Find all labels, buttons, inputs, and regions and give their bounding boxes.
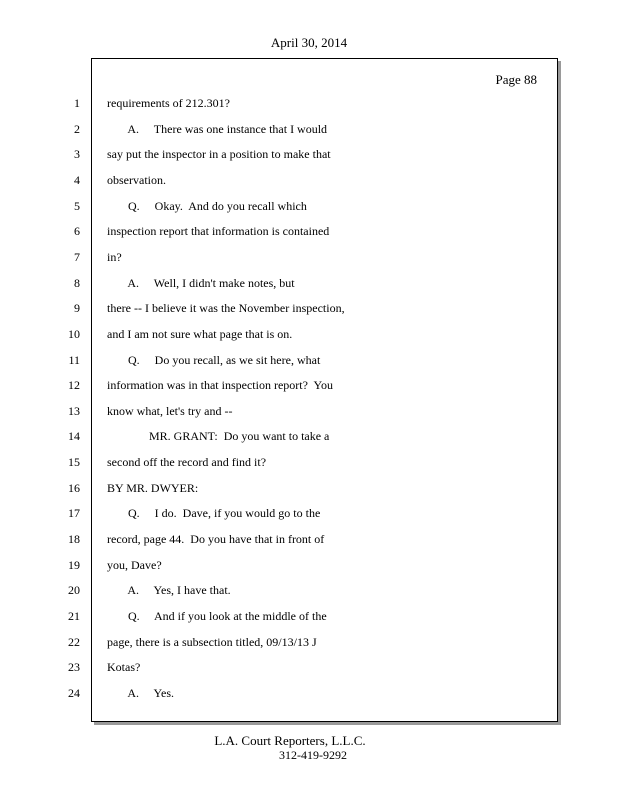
line-number: 12: [68, 378, 80, 392]
transcript-line-text: requirements of 212.301?: [107, 96, 230, 110]
transcript-line-text: page, there is a subsection titled, 09/13/13 J: [107, 635, 317, 649]
line-number: 4: [74, 173, 80, 187]
transcript-line-text: know what, let's try and --: [107, 404, 233, 418]
line-number: 17: [68, 506, 80, 520]
line-number: 24: [68, 686, 80, 700]
transcript-line-text: second off the record and find it?: [107, 455, 267, 469]
transcript-line-text: A. Yes, I have that.: [107, 583, 231, 597]
transcript-line-text: information was in that inspection report? You: [107, 378, 333, 392]
line-number: 18: [68, 532, 80, 546]
line-number: 20: [68, 583, 80, 597]
transcript-line-text: Q. Okay. And do you recall which: [107, 199, 307, 213]
line-number: 15: [68, 455, 80, 469]
line-number: 16: [68, 481, 80, 495]
line-number: 14: [68, 429, 80, 443]
transcript-line-text: A. Yes.: [107, 686, 175, 700]
line-number: 13: [68, 404, 80, 418]
transcript-line-text: A. There was one instance that I would: [107, 122, 328, 136]
footer-company: L.A. Court Reporters, L.L.C.: [214, 733, 366, 748]
line-number: 9: [74, 301, 80, 315]
transcript-line-text: record, page 44. Do you have that in front of: [107, 532, 325, 546]
transcript-line-text: inspection report that information is contained: [107, 224, 330, 238]
line-number: 1: [74, 96, 80, 110]
line-number: 11: [68, 353, 80, 367]
transcript-line-text: BY MR. DWYER:: [107, 481, 199, 495]
line-number: 21: [68, 609, 80, 623]
line-number: 2: [74, 122, 80, 136]
line-number: 8: [74, 276, 80, 290]
transcript-line-text: you, Dave?: [107, 558, 162, 572]
transcript-line-text: and I am not sure what page that is on.: [107, 327, 293, 341]
transcript-line-text: MR. GRANT: Do you want to take a: [107, 429, 330, 443]
transcript-line-text: there -- I believe it was the November inspection,: [107, 301, 345, 315]
transcript-line-text: say put the inspector in a position to make that: [107, 147, 331, 161]
line-number: 3: [74, 147, 80, 161]
line-number: 10: [68, 327, 80, 341]
line-number: 23: [68, 660, 80, 674]
page-number: Page 88: [495, 72, 537, 87]
transcript-line-text: Q. Do you recall, as we sit here, what: [107, 353, 321, 367]
footer-phone: 312-419-9292: [279, 748, 347, 762]
line-number: 19: [68, 558, 80, 572]
transcript-line-text: A. Well, I didn't make notes, but: [107, 276, 295, 290]
line-number: 7: [74, 250, 80, 264]
line-number: 5: [74, 199, 80, 213]
transcript-line-text: Kotas?: [107, 660, 141, 674]
transcript-line-text: in?: [107, 250, 122, 264]
transcript-line-text: observation.: [107, 173, 166, 187]
transcript-line-text: Q. I do. Dave, if you would go to the: [107, 506, 321, 520]
line-number: 22: [68, 635, 80, 649]
line-number: 6: [74, 224, 80, 238]
transcript-line-text: Q. And if you look at the middle of the: [107, 609, 327, 623]
header-date: April 30, 2014: [270, 35, 348, 50]
